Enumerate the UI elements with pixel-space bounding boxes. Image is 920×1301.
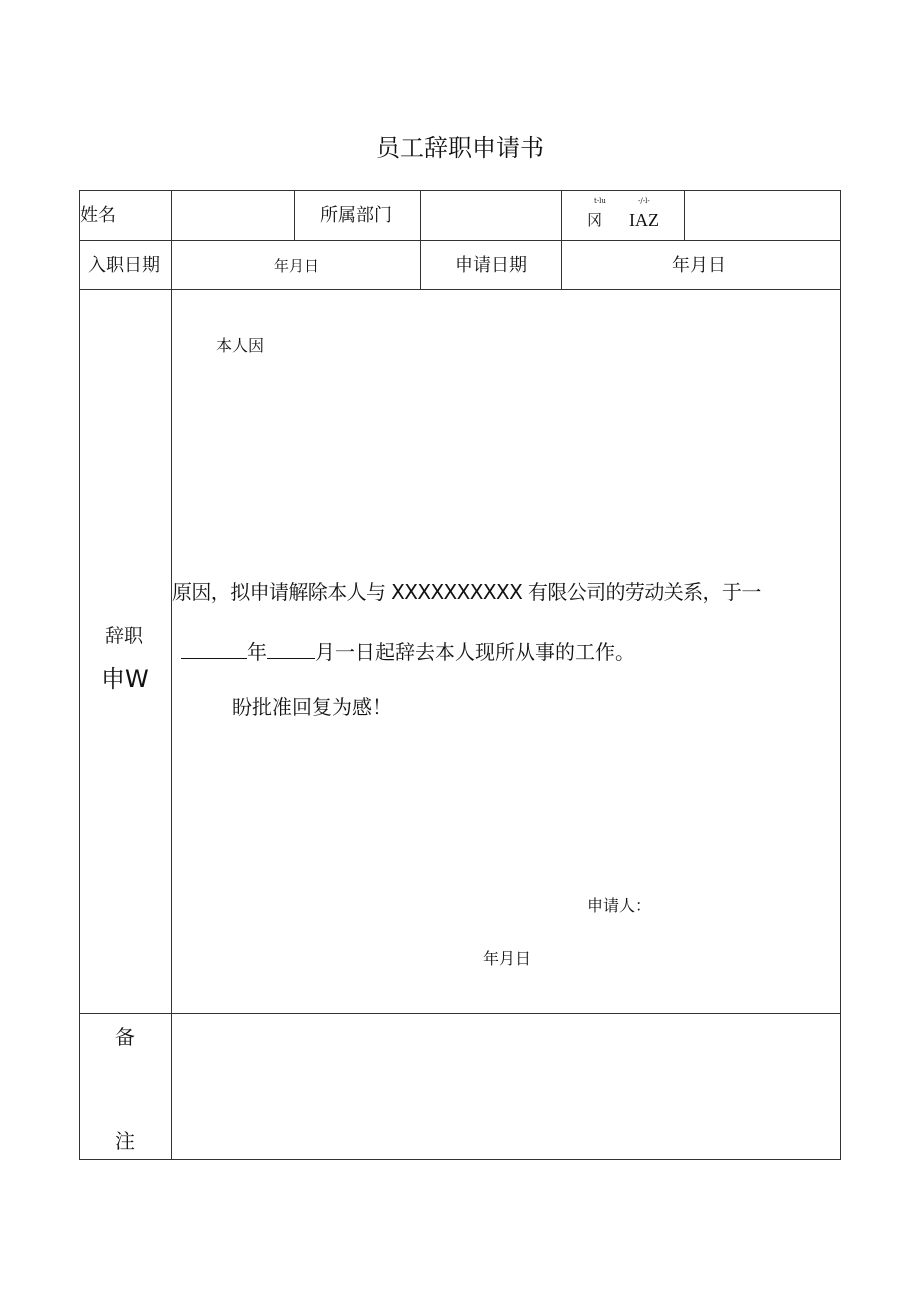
resignation-section-label-line2: 申W [101,665,149,693]
remarks-label-line1: 备 [115,1025,135,1049]
remarks-label-line2: 注 [115,1129,135,1153]
year-suffix: 年 [247,640,267,664]
apply-date-field[interactable]: 年月日 [672,255,726,276]
table-row-divider [79,1013,841,1014]
table-row-divider [79,289,841,290]
table-col-divider [420,190,421,290]
month-blank[interactable] [267,640,315,659]
table-row-divider [79,240,841,241]
name-label: 姓名 [80,205,116,226]
reason-line: 原因，拟申请解除本人与 XXXXXXXXXX 有限公司的劳动关系，于一 [172,580,761,604]
position-label-a: 冈 [587,211,603,229]
intro-text: 本人因 [216,336,265,355]
page-title: 员工辞职申请书 [376,134,544,162]
remarks-field[interactable] [178,1020,834,1152]
position-label-b: IAZ [629,210,659,230]
applicant-label: 申请人： [587,896,652,915]
name-field[interactable] [176,207,288,229]
table-col-divider [684,190,685,240]
position-small-text-left: t-lu [594,197,606,205]
sign-date: 年月日 [483,949,532,968]
table-border-top [79,190,841,191]
table-border-bottom [79,1159,841,1160]
join-date-field[interactable]: 年月日 [274,257,320,275]
position-field[interactable] [690,207,834,229]
department-field[interactable] [425,207,555,229]
year-blank[interactable] [181,640,247,659]
date-line-text: 月一日起辞去本人现所从事的工作。 [315,640,635,664]
table-border-left [79,190,80,1160]
apply-date-label: 申请日期 [455,255,527,276]
table-border-right [840,190,841,1160]
table-col-divider [171,190,172,1160]
table-col-divider [294,190,295,240]
table-col-divider [561,190,562,290]
department-label: 所属部门 [320,205,392,226]
closing-text: 盼批准回复为感！ [232,695,392,719]
resignation-section-label-line1: 辞职 [105,625,144,647]
date-line [181,640,635,662]
position-small-text-right: -/-l- [638,197,650,205]
join-date-label: 入职日期 [88,255,160,276]
